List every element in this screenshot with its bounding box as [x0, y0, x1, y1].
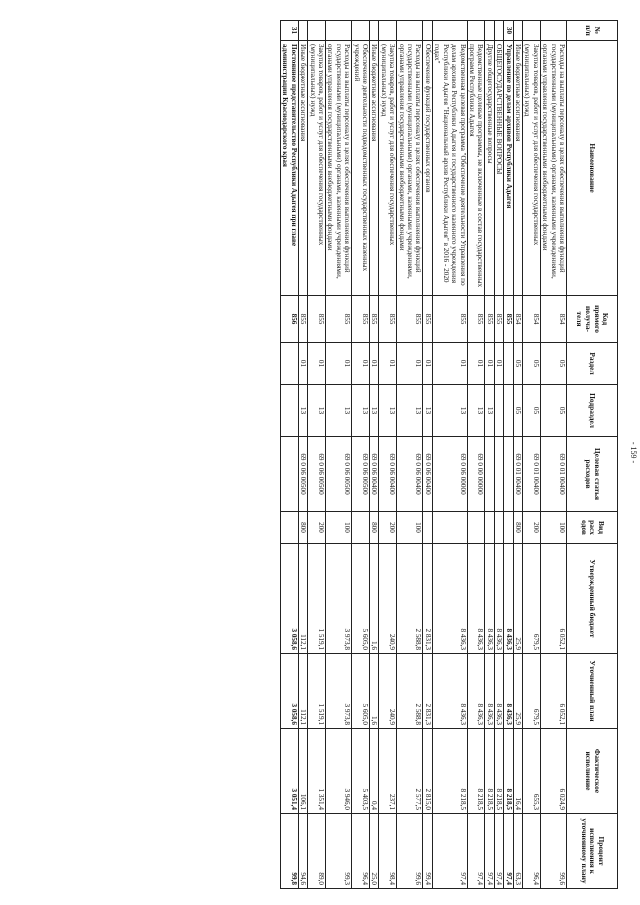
row-actual: 5 403,5: [352, 729, 370, 814]
row-target: 69 0 00 00000: [467, 437, 485, 512]
header-percent: Процент исполнения к уточненному плану: [567, 814, 618, 889]
row-section: 01: [494, 343, 503, 385]
row-num: [494, 21, 503, 41]
header-section: Раздел: [567, 343, 618, 385]
row-revised: 8 436,3: [485, 654, 494, 729]
row-target: 69 0 06 00400: [397, 437, 423, 512]
row-expense-type: [423, 512, 432, 544]
row-approved: 1 519,1: [308, 544, 326, 654]
row-revised: 1,6: [370, 654, 379, 729]
header-num: № п/п: [567, 21, 618, 41]
row-code: 855: [432, 296, 467, 343]
table-row: [370, 21, 379, 889]
budget-table: [280, 20, 618, 889]
row-percent: 97,4: [467, 814, 485, 889]
row-percent: 99,8: [281, 814, 299, 889]
row-num: [522, 21, 540, 41]
row-name: Расходы на выплаты персоналу в целях обеспечения выполнения функций государственными (муниципальными) органами, казенными учреждениями, органами управления государственными внебюджетными фондами: [397, 41, 423, 296]
row-code: 855: [504, 296, 513, 343]
row-expense-type: 200: [308, 512, 326, 544]
row-code: 855: [485, 296, 494, 343]
row-code: 855: [352, 296, 370, 343]
row-target: 69 0 06 00400: [370, 437, 379, 512]
row-actual: 8 218,5: [467, 729, 485, 814]
row-subsection: 13: [485, 385, 494, 437]
row-subsection: 05: [513, 385, 522, 437]
row-approved: 8 436,3: [504, 544, 513, 654]
row-actual: 8 218,5: [485, 729, 494, 814]
row-num: [308, 21, 326, 41]
row-revised: 2 588,8: [397, 654, 423, 729]
row-target: 69 0 01 00400: [522, 437, 540, 512]
row-name: Закупка товаров, работ и услуг для обеспечения государственных (муниципальных) нужд: [308, 41, 326, 296]
row-target: 69 0 01 00400: [513, 437, 522, 512]
row-approved: 8 436,3: [467, 544, 485, 654]
row-percent: 97,4: [485, 814, 494, 889]
row-code: 855: [494, 296, 503, 343]
row-subsection: 05: [540, 385, 566, 437]
table-row: [379, 21, 397, 889]
row-approved: 112,1: [298, 544, 307, 654]
row-section: [504, 343, 513, 385]
row-code: 854: [522, 296, 540, 343]
row-percent: 97,4: [504, 814, 513, 889]
row-subsection: 13: [298, 385, 307, 437]
row-actual: 2 577,5: [397, 729, 423, 814]
row-section: 05: [513, 343, 522, 385]
row-expense-type: 200: [379, 512, 397, 544]
row-name: Обеспечение деятельности подведомственных государственных казенных учреждений: [352, 41, 370, 296]
row-subsection: 13: [308, 385, 326, 437]
row-percent: 99,6: [540, 814, 566, 889]
row-num: [326, 21, 352, 41]
table-row: [298, 21, 307, 889]
row-subsection: 13: [370, 385, 379, 437]
row-actual: 8 218,5: [504, 729, 513, 814]
row-subsection: 13: [397, 385, 423, 437]
row-actual: 3 946,0: [326, 729, 352, 814]
row-revised: 8 436,3: [494, 654, 503, 729]
row-percent: 63,3: [513, 814, 522, 889]
row-num: [467, 21, 485, 41]
row-num: [423, 21, 432, 41]
row-section: 01: [423, 343, 432, 385]
table-body: [281, 21, 567, 889]
row-target: 69 0 06 00000: [432, 437, 467, 512]
row-target: 69 0 06 00500: [326, 437, 352, 512]
row-name: Ведомственная целевая программа "Обеспечение деятельности Управления по делам архивов Республики Адыгея и государственного казенного учреждения Республики Адыгея "Национальный архив Республики Адыгея" в 2016 - 2020 годах": [432, 41, 467, 296]
row-percent: 94,6: [298, 814, 307, 889]
row-subsection: 13: [352, 385, 370, 437]
row-num: [397, 21, 423, 41]
row-actual: 16,4: [513, 729, 522, 814]
row-section: 01: [352, 343, 370, 385]
row-percent: 96,4: [522, 814, 540, 889]
row-section: 01: [397, 343, 423, 385]
row-approved: 25,9: [513, 544, 522, 654]
row-code: 854: [540, 296, 566, 343]
row-code: 855: [298, 296, 307, 343]
row-code: 855: [467, 296, 485, 343]
page-number: - 159 -: [629, 441, 638, 464]
row-section: 01: [308, 343, 326, 385]
row-actual: 2 815,0: [423, 729, 432, 814]
row-actual: 8 218,5: [494, 729, 503, 814]
row-percent: 99,3: [326, 814, 352, 889]
row-subsection: 13: [379, 385, 397, 437]
row-section: 01: [467, 343, 485, 385]
row-section: 01: [485, 343, 494, 385]
row-expense-type: 800: [370, 512, 379, 544]
row-approved: 3 973,8: [326, 544, 352, 654]
row-expense-type: [467, 512, 485, 544]
row-subsection: [494, 385, 503, 437]
row-num: [485, 21, 494, 41]
row-code: 855: [308, 296, 326, 343]
row-code: 855: [397, 296, 423, 343]
row-approved: 2 831,3: [423, 544, 432, 654]
row-num: [370, 21, 379, 41]
row-subsection: 13: [432, 385, 467, 437]
row-section: 01: [379, 343, 397, 385]
table-row: [423, 21, 432, 889]
row-code: 855: [379, 296, 397, 343]
row-subsection: 13: [326, 385, 352, 437]
table-row: [485, 21, 494, 889]
row-name: Ведомственные целевые программы, не включенные в состав государственных программ Республики Адыгея: [467, 41, 485, 296]
row-num: [298, 21, 307, 41]
row-revised: 3 058,6: [281, 654, 299, 729]
header-expense-type: Вид расх одов: [567, 512, 618, 544]
row-name: Другие общегосударственные вопросы: [485, 41, 494, 296]
row-num: [432, 21, 467, 41]
table-row: [467, 21, 485, 889]
row-num: [379, 21, 397, 41]
row-target: [281, 437, 299, 512]
row-approved: 2 588,8: [397, 544, 423, 654]
row-subsection: [281, 385, 299, 437]
row-actual: 237,1: [379, 729, 397, 814]
row-section: 01: [298, 343, 307, 385]
row-revised: 2 831,3: [423, 654, 432, 729]
row-revised: 6 052,1: [540, 654, 566, 729]
row-name: Иные бюджетные ассигнования: [298, 41, 307, 296]
row-percent: 96,4: [352, 814, 370, 889]
row-expense-type: 200: [522, 512, 540, 544]
row-target: [494, 437, 503, 512]
row-num: [513, 21, 522, 41]
row-name: Иные бюджетные ассигнования: [370, 41, 379, 296]
header-subsection: Подраздел: [567, 385, 618, 437]
header-actual: Фактическое исполнение: [567, 729, 618, 814]
row-approved: 8 436,3: [432, 544, 467, 654]
row-target: [504, 437, 513, 512]
row-percent: 98,4: [379, 814, 397, 889]
row-actual: 8 218,5: [432, 729, 467, 814]
row-target: [485, 437, 494, 512]
table-row: [281, 21, 299, 889]
table-row: [308, 21, 326, 889]
row-percent: 89,0: [308, 814, 326, 889]
row-section: [281, 343, 299, 385]
row-subsection: 05: [522, 385, 540, 437]
row-num: [352, 21, 370, 41]
row-approved: 1,6: [370, 544, 379, 654]
row-code: 855: [326, 296, 352, 343]
row-expense-type: [504, 512, 513, 544]
row-name: Расходы на выплаты персоналу в целях обеспечения выполнения функций государственными (муниципальными) органами, казенными учреждениями, органами управления государственными внебюджетными фондами: [326, 41, 352, 296]
row-revised: 112,1: [298, 654, 307, 729]
row-expense-type: 800: [298, 512, 307, 544]
row-approved: 5 605,0: [352, 544, 370, 654]
row-actual: 6 024,9: [540, 729, 566, 814]
row-expense-type: [485, 512, 494, 544]
row-revised: 8 436,3: [432, 654, 467, 729]
row-approved: 8 436,3: [494, 544, 503, 654]
row-revised: 3 973,8: [326, 654, 352, 729]
row-expense-type: 100: [540, 512, 566, 544]
row-revised: 25,9: [513, 654, 522, 729]
row-actual: 655,3: [522, 729, 540, 814]
row-subsection: [504, 385, 513, 437]
row-revised: 679,5: [522, 654, 540, 729]
row-section: 01: [432, 343, 467, 385]
row-percent: 99,6: [397, 814, 423, 889]
row-target: 69 0 01 00400: [540, 437, 566, 512]
row-name: Постоянное представительство Республики Адыгея при главе администрации Краснодарского края: [281, 41, 299, 296]
row-section: 05: [540, 343, 566, 385]
row-revised: 5 605,0: [352, 654, 370, 729]
table-row: [397, 21, 423, 889]
row-code: 856: [281, 296, 299, 343]
table-row: [504, 21, 513, 889]
row-target: 69 0 06 00500: [298, 437, 307, 512]
row-section: 01: [326, 343, 352, 385]
row-section: 01: [370, 343, 379, 385]
row-expense-type: [432, 512, 467, 544]
row-approved: 3 058,6: [281, 544, 299, 654]
row-code: 855: [423, 296, 432, 343]
table-row: [522, 21, 540, 889]
table-row: [432, 21, 467, 889]
row-percent: 97,4: [494, 814, 503, 889]
row-target: 69 0 06 00400: [423, 437, 432, 512]
row-name: Закупка товаров, работ и услуг для обеспечения государственных (муниципальных) нужд: [379, 41, 397, 296]
row-expense-type: [281, 512, 299, 544]
header-approved: Утвержденный бюджет: [567, 544, 618, 654]
row-revised: 8 436,3: [467, 654, 485, 729]
row-target: 69 0 06 00400: [379, 437, 397, 512]
row-percent: 25,0: [370, 814, 379, 889]
row-expense-type: [352, 512, 370, 544]
row-target: 69 0 06 00500: [308, 437, 326, 512]
row-actual: 106,1: [298, 729, 307, 814]
row-approved: 240,9: [379, 544, 397, 654]
row-approved: 6 052,1: [540, 544, 566, 654]
row-code: 854: [513, 296, 522, 343]
row-num: [540, 21, 566, 41]
row-percent: 99,4: [423, 814, 432, 889]
table-row: [352, 21, 370, 889]
table-row: [513, 21, 522, 889]
row-target: 69 0 06 00500: [352, 437, 370, 512]
header-revised: Уточненный план: [567, 654, 618, 729]
row-name: Управление по делам архивов Республики Адыгея: [504, 41, 513, 296]
row-num: 31: [281, 21, 299, 41]
row-section: 05: [522, 343, 540, 385]
row-code: 855: [370, 296, 379, 343]
table-row: [326, 21, 352, 889]
header-name: Наименование: [567, 41, 618, 296]
row-revised: 240,9: [379, 654, 397, 729]
row-actual: 0,4: [370, 729, 379, 814]
row-num: 30: [504, 21, 513, 41]
row-name: Иные бюджетные ассигнования: [513, 41, 522, 296]
row-subsection: 13: [467, 385, 485, 437]
row-revised: 1 519,1: [308, 654, 326, 729]
row-actual: 1 351,4: [308, 729, 326, 814]
row-expense-type: 800: [513, 512, 522, 544]
row-expense-type: [494, 512, 503, 544]
table-row: [540, 21, 566, 889]
row-approved: 8 436,3: [485, 544, 494, 654]
row-percent: 97,4: [432, 814, 467, 889]
header-target: Целевая статья расходов: [567, 437, 618, 512]
row-expense-type: 100: [326, 512, 352, 544]
row-subsection: 13: [423, 385, 432, 437]
row-actual: 3 051,4: [281, 729, 299, 814]
row-expense-type: 100: [397, 512, 423, 544]
table-row: [494, 21, 503, 889]
row-revised: 8 436,3: [504, 654, 513, 729]
row-name: Расходы на выплаты персоналу в целях обеспечения выполнения функций государственными (муниципальными) органами, казенными учреждениями, органами управления государственными внебюджетными фондами: [540, 41, 566, 296]
row-approved: 679,5: [522, 544, 540, 654]
table-header-row: [567, 21, 618, 889]
header-code: Код прямого получа-теля: [567, 296, 618, 343]
row-name: Обеспечение функций государственных органов: [423, 41, 432, 296]
row-name: ОБЩЕГОСУДАРСТВЕННЫЕ ВОПРОСЫ: [494, 41, 503, 296]
row-name: Закупка товаров, работ и услуг для обеспечения государственных (муниципальных) нужд: [522, 41, 540, 296]
